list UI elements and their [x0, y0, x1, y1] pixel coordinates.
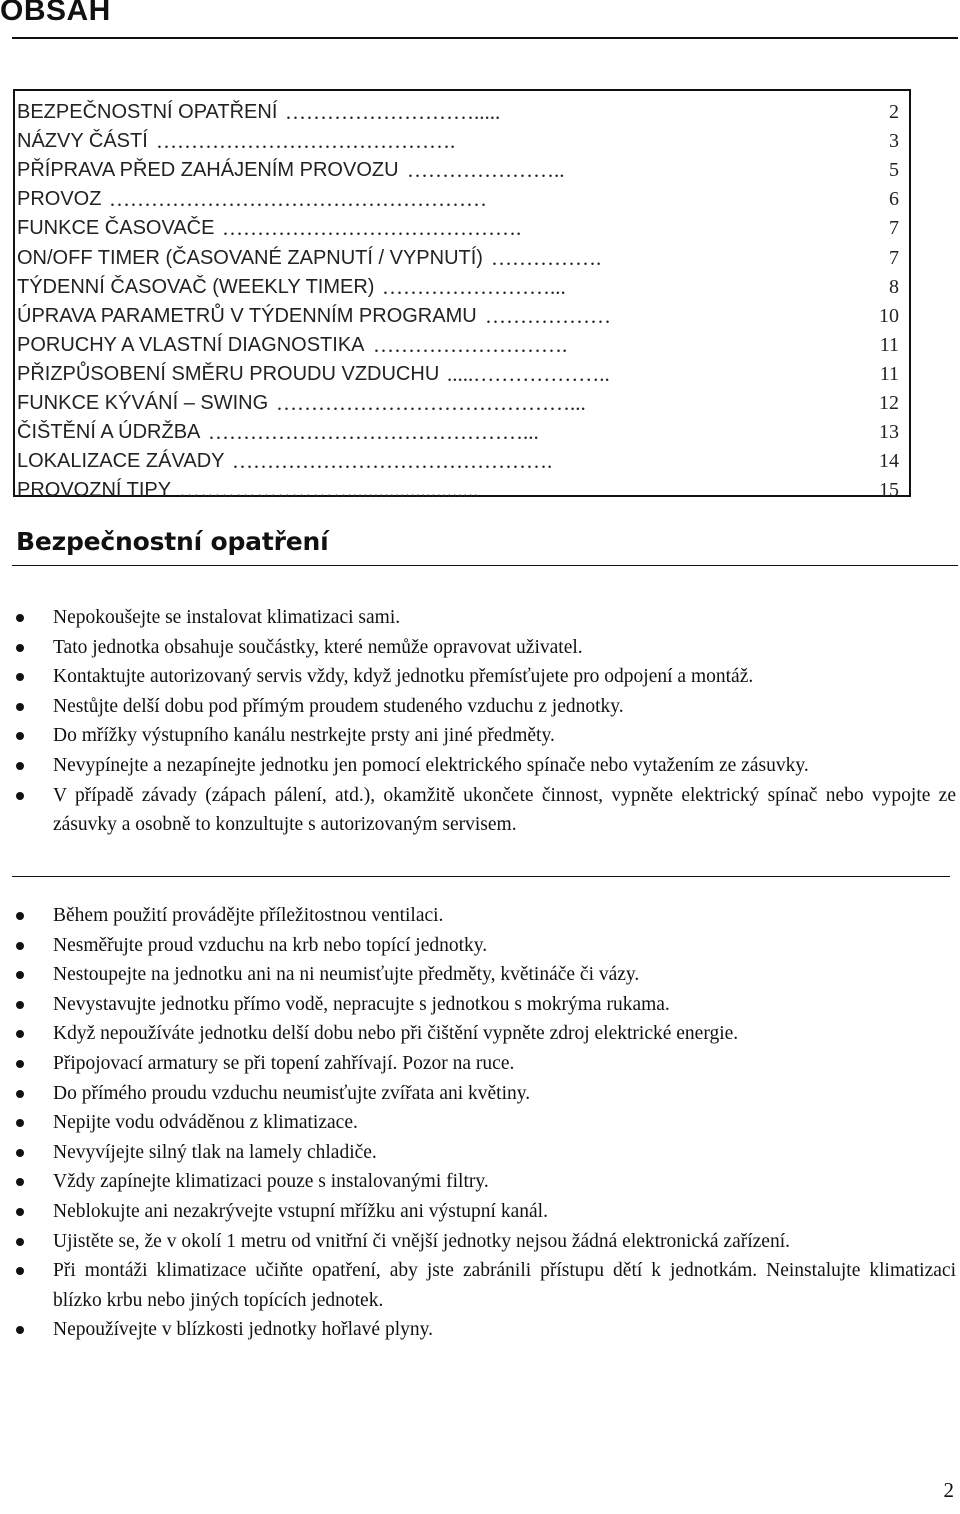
list-item: V případě závady (zápach pálení, atd.), okamžitě ukončete činnost, vypněte elektrický spínač nebo vypojte ze zásuvky a osobně to konzultujte s autorizovaným servisem.: [0, 781, 960, 840]
section-heading: Bezpečnostní opatření: [16, 527, 329, 556]
list-item: Nevystavujte jednotku přímo vodě, nepracujte s jednotkou s mokrýma rukama.: [0, 990, 960, 1020]
toc-entry-leader: ……………………...: [382, 274, 566, 299]
toc-entry-page: 13: [879, 421, 899, 444]
toc-entry-leader: …………………….........................: [179, 478, 479, 503]
list-item: Když nepoužíváte jednotku delší dobu nebo při čištění vypněte zdroj elektrické energie.: [0, 1019, 960, 1049]
list-item: Kontaktujte autorizovaný servis vždy, když jednotku přemísťujete pro odpojení a montáž.: [0, 662, 960, 692]
toc-entry-page: 6: [889, 188, 899, 211]
list-item: Během použití provádějte příležitostnou ventilaci.: [0, 901, 960, 931]
toc-entry-leader: …………….: [491, 245, 602, 270]
toc-entry-leader: …………………………………….: [222, 216, 522, 241]
toc-entry-label: LOKALIZACE ZÁVADY: [17, 450, 225, 473]
list-item: Do mřížky výstupního kanálu nestrkejte prsty ani jiné předměty.: [0, 721, 960, 751]
list-item: Nepokoušejte se instalovat klimatizaci sami.: [0, 603, 960, 633]
toc-entry-label: PROVOZ: [17, 188, 102, 211]
toc-entry-label: ČIŠTĚNÍ A ÚDRŽBA: [17, 421, 201, 444]
list-item: Nestůjte delší dobu pod přímým proudem studeného vzduchu z jednotky.: [0, 692, 960, 722]
toc-entry: [17, 214, 899, 243]
list-item: Vždy zapínejte klimatizaci pouze s instalovanými filtry.: [0, 1167, 960, 1197]
toc-entry-leader: ……………………………………….: [232, 449, 553, 474]
toc-entry-label: NÁZVY ČÁSTÍ: [17, 130, 148, 153]
toc-entry-page: 3: [889, 130, 899, 153]
toc-entry-label: PŘÍPRAVA PŘED ZAHÁJENÍM PROVOZU: [17, 159, 399, 182]
toc-entry-leader: ……………………….: [373, 332, 568, 357]
toc-entry-label: FUNKCE KÝVÁNÍ – SWING: [17, 392, 269, 414]
list-item: Ujistěte se, že v okolí 1 metru od vnitřní či vnější jednotky nejsou žádná elektronická zařízení.: [0, 1227, 960, 1257]
toc-entry-label: TÝDENNÍ ČASOVAČ (WEEKLY TIMER): [17, 275, 375, 298]
section-divider: [12, 565, 958, 566]
toc-entry-leader: …………………..: [407, 158, 565, 183]
page-number: 2: [943, 1478, 954, 1502]
list-item: Připojovací armatury se při topení zahřívají. Pozor na ruce.: [0, 1049, 960, 1079]
toc-entry-label: ÚPRAVA PARAMETRŮ V TÝDENNÍM PROGRAMU: [17, 304, 477, 327]
list-item: Při montáži klimatizace učiňte opatření, aby jste zabránili přístupu dětí k jednotkám. Neinstalujte klimatizaci blízko krbu nebo jiných topících jednotek.: [0, 1256, 960, 1315]
list-item: Nesměřujte proud vzduchu na krb nebo topící jednotky.: [0, 931, 960, 961]
toc-entry: [17, 185, 899, 214]
toc-entry-page: 11: [879, 362, 899, 385]
toc-entry: [17, 360, 899, 389]
toc-entry-page: 2: [889, 101, 899, 123]
toc-entry-label: PORUCHY A VLASTNÍ DIAGNOSTIKA: [17, 333, 365, 356]
toc-entry-leader: …………………………………….: [156, 129, 456, 154]
list-item: Nepoužívejte v blízkosti jednotky hořlavé plyny.: [0, 1315, 960, 1345]
toc-entry: [17, 98, 899, 127]
safety-list-secondary: [0, 901, 960, 1345]
toc-entry-page: 8: [889, 275, 899, 298]
toc-entry: [17, 127, 899, 156]
toc-entry-label: FUNKCE ČASOVAČE: [17, 217, 215, 240]
toc-entry-page: 11: [879, 333, 899, 356]
toc-entry-label: PŘIZPŮSOBENÍ SMĚRU PROUDU VZDUCHU: [17, 362, 440, 385]
toc-entry: [17, 156, 899, 185]
toc-entry-leader: ……………………….....: [285, 100, 501, 124]
page-title: OBSAH: [0, 0, 111, 27]
list-item: Neblokujte ani nezakrývejte vstupní mřížku ani výstupní kanál.: [0, 1197, 960, 1227]
toc-entry-leader: ………………………………………...: [208, 420, 539, 445]
toc-entry-page: 12: [879, 392, 899, 414]
toc-entry: [17, 331, 899, 360]
list-item: Do přímého proudu vzduchu neumisťujte zvířata ani květiny.: [0, 1079, 960, 1109]
list-item: Nestoupejte na jednotku ani na ni neumisťujte předměty, květináče či vázy.: [0, 960, 960, 990]
list-item: Tato jednotka obsahuje součástky, které nemůže opravovat uživatel.: [0, 633, 960, 663]
list-item: Nepijte vodu odváděnou z klimatizace.: [0, 1108, 960, 1138]
title-divider: [12, 37, 958, 39]
toc-entry-leader: ……………………………………...: [276, 391, 586, 415]
toc-entry-page: 10: [879, 304, 899, 327]
list-divider: [12, 876, 950, 877]
toc-entry-page: 7: [889, 246, 899, 269]
safety-list-primary: [0, 603, 960, 840]
toc-entry-label: ON/OFF TIMER (ČASOVANÉ ZAPNUTÍ / VYPNUTÍ): [17, 246, 483, 269]
toc-entry: [17, 389, 899, 418]
toc-entry: [17, 418, 899, 447]
toc-entry-leader: .....………………..: [447, 361, 610, 386]
toc-entry-leader: ………………………………………………: [109, 187, 487, 212]
toc-entry-label: PROVOZNÍ TIPY: [17, 479, 172, 502]
list-item: Nevypínejte a nezapínejte jednotku jen pomocí elektrického spínače nebo vytažením ze zásuvky.: [0, 751, 960, 781]
toc-entry-page: 7: [889, 217, 899, 240]
list-item: Nevyvíjejte silný tlak na lamely chladiče.: [0, 1138, 960, 1168]
toc-entry: [17, 273, 899, 302]
toc-entry-leader: ………………: [485, 303, 611, 328]
toc-entry-page: 5: [889, 159, 899, 182]
toc-entry: [17, 476, 899, 505]
toc-entry: [17, 244, 899, 273]
toc-entry-page: 15: [879, 479, 899, 502]
toc-entry: [17, 447, 899, 476]
toc-entry-page: 14: [879, 450, 899, 473]
table-of-contents: [13, 89, 911, 503]
toc-entry: [17, 302, 899, 331]
toc-entry-label: BEZPEČNOSTNÍ OPATŘENÍ: [17, 101, 278, 123]
